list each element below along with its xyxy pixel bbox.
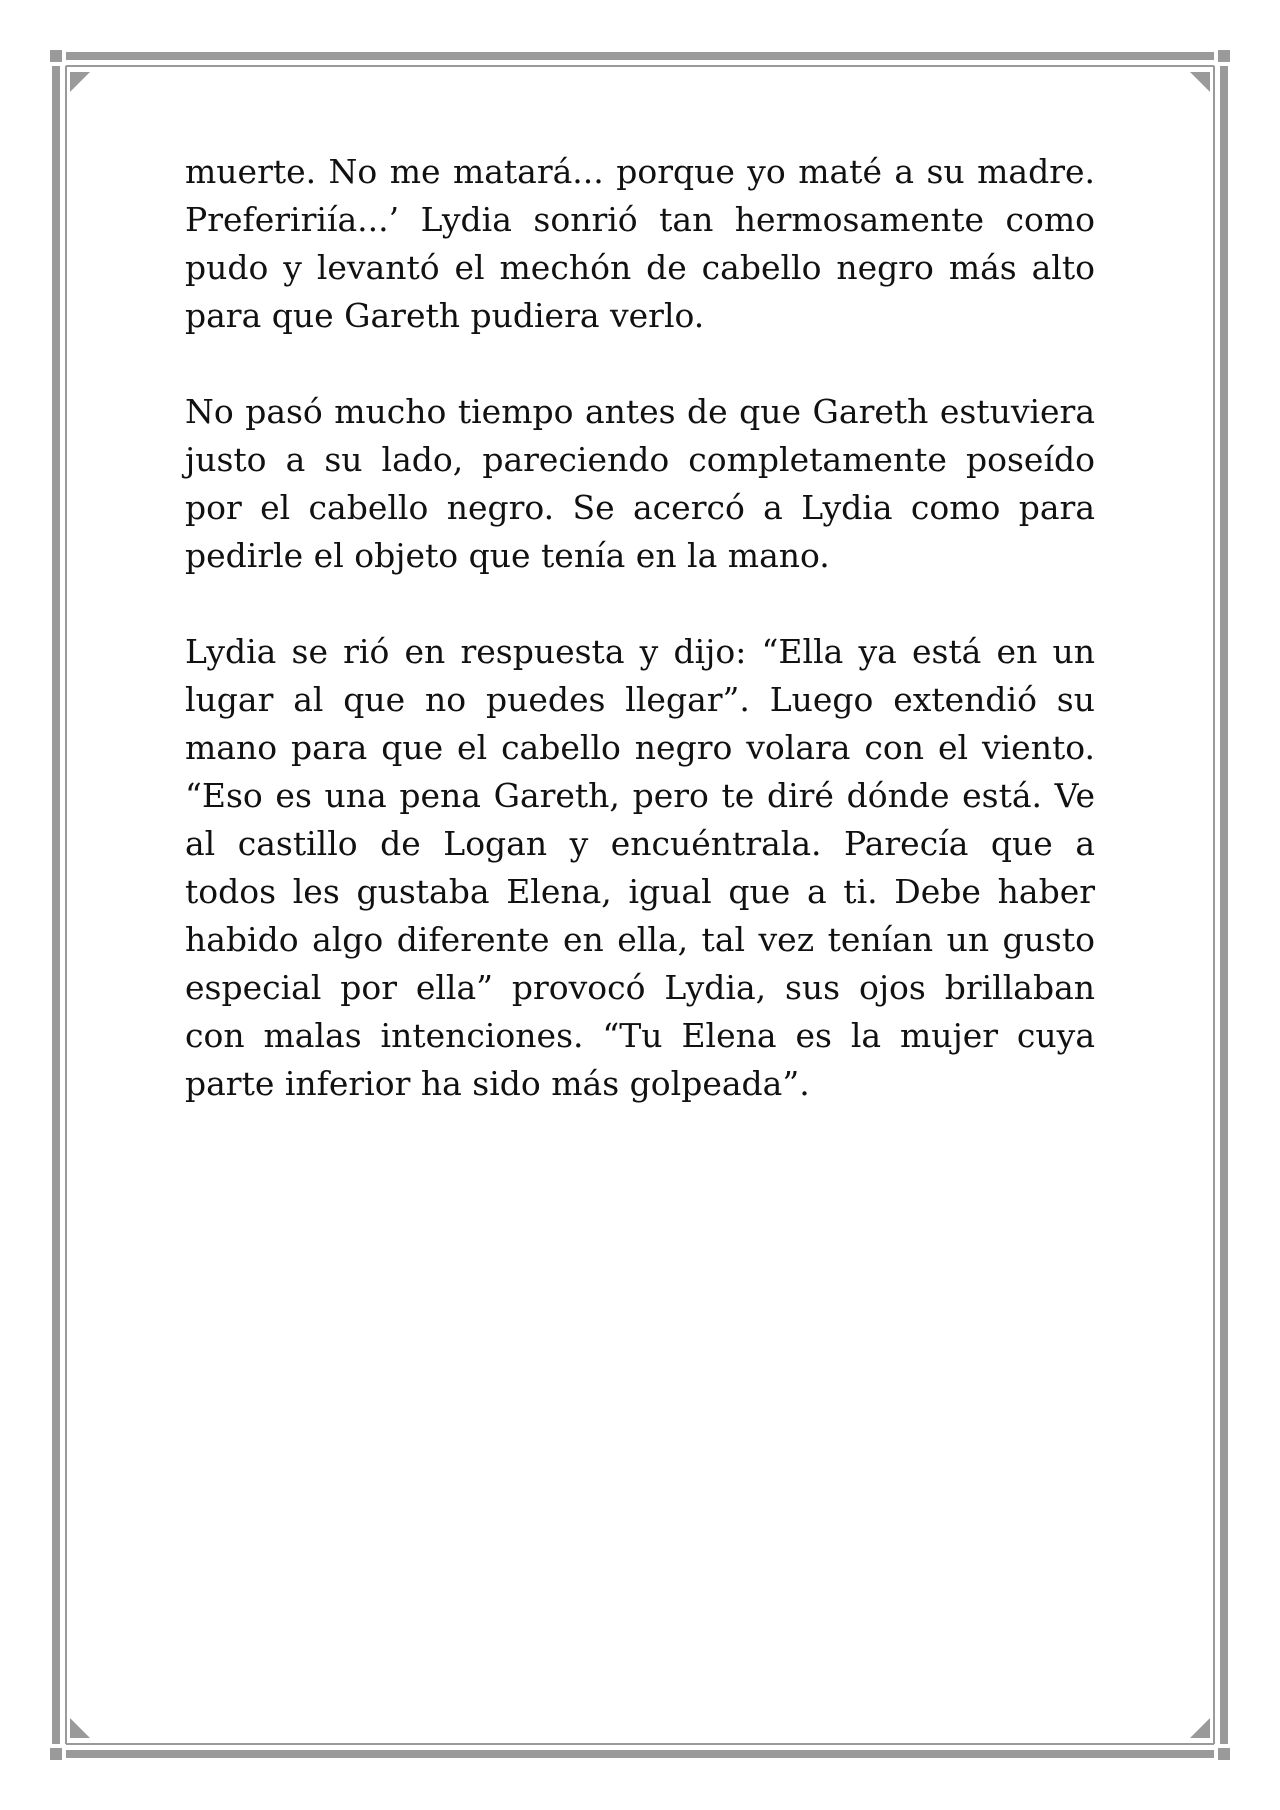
paragraph-1: muerte. No me matará... porque yo maté a su madre. Prefeririía...’ Lydia sonrió tan hermosamente como pudo y levantó el mechón de cabello negro más alto para que Gareth pudiera verlo. — [185, 152, 1095, 335]
document-body — [185, 148, 1095, 1156]
paragraph-2: No pasó mucho tiempo antes de que Gareth estuviera justo a su lado, pareciendo completamente poseído por el cabello negro. Se acercó a Lydia como para pedirle el objeto que tenía en la mano. — [185, 392, 1095, 575]
paragraph-3: Lydia se rió en respuesta y dijo: “Ella ya está en un lugar al que no puedes llegar”. Luego extendió su mano para que el cabello negro volara con el viento. “Eso es una pena Gareth, pero te diré dónde está. Ve al castillo de Logan y encuéntrala. Parecía que a todos les gustaba Elena, igual que a ti. Debe haber habido algo diferente en ella, tal vez tenían un gusto especial por ella” provocó Lydia, sus ojos brillaban con malas intenciones. “Tu Elena es la mujer cuya parte inferior ha sido más golpeada”. — [185, 632, 1095, 1103]
